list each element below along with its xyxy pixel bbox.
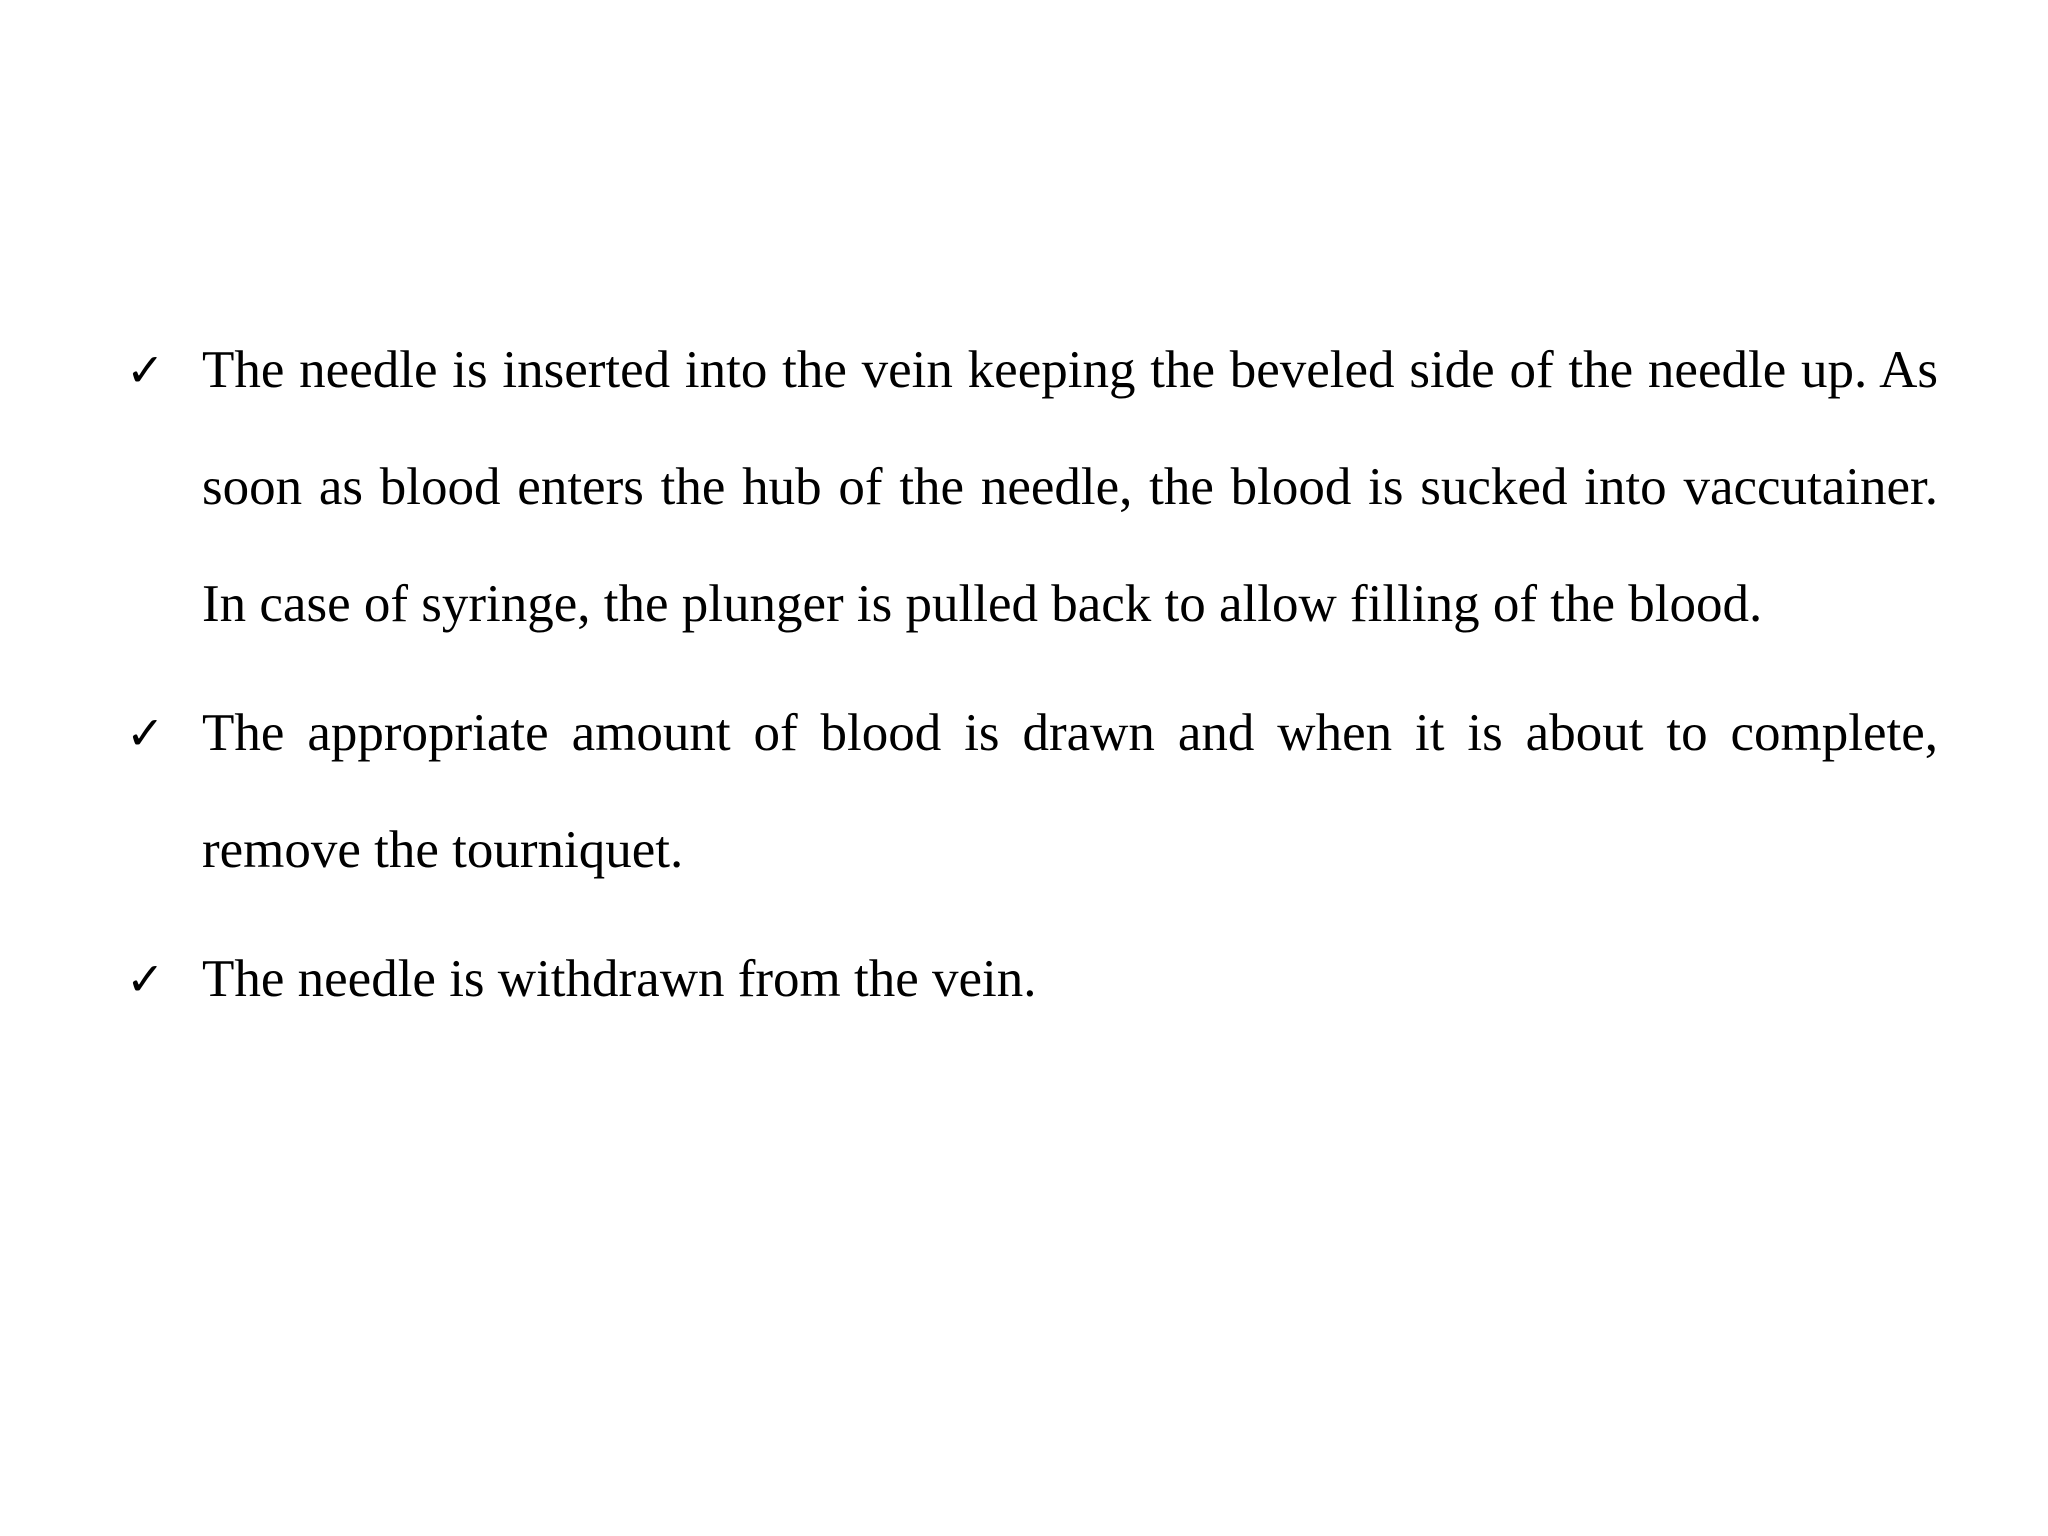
bullet-list (120, 312, 1938, 1050)
check-icon: ✓ (126, 343, 165, 397)
bullet-text: The needle is inserted into the vein keeping the beveled side of the needle up. As soon as blood enters the hub of the needle, the blood is sucked into vaccutainer. In case of syringe, the plunger is pulled back to allow filling of the blood. (202, 341, 1938, 633)
list-item (120, 921, 1938, 1038)
list-item (120, 312, 1938, 663)
check-icon: ✓ (126, 706, 165, 760)
check-icon: ✓ (126, 952, 165, 1006)
bullet-text: The needle is withdrawn from the vein. (202, 950, 1037, 1008)
list-item (120, 675, 1938, 909)
bullet-text: The appropriate amount of blood is drawn and when it is about to complete, remove the tourniquet. (202, 704, 1938, 879)
